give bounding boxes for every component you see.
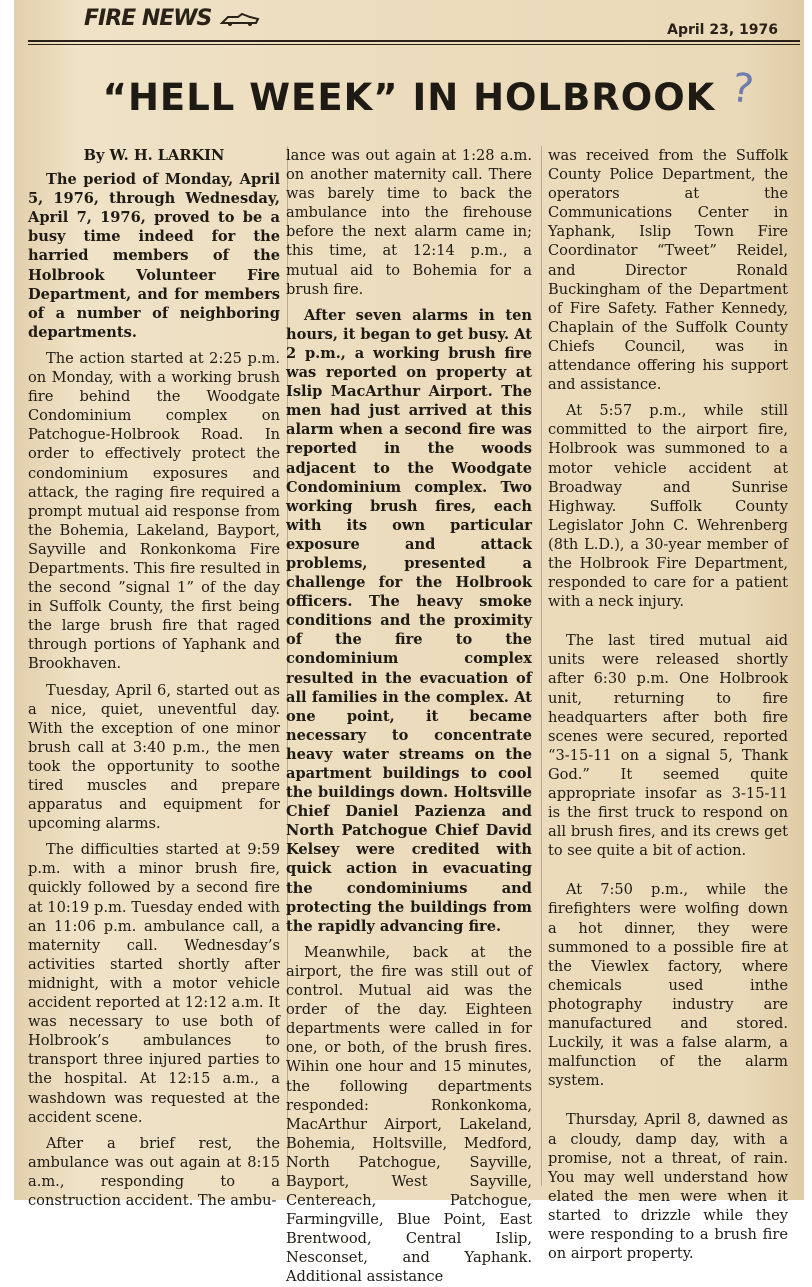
article-paragraph: The last tired mutual aid units were released shortly after 6:30 p.m. One Holbrook unit, returning to fire headquarters after both fire scenes were secured, reported “3-15-11 on a signal 5, Thank God.” It seemed quite appropriate insofar as 3-15-11 is the first truck to respond on all brush fires, and its crews get to see quite a bit of action.	[548, 632, 788, 860]
article-paragraph: Thursday, April 8, dawned as a cloudy, damp day, with a promise, not a threat, of rain. You may well understand how elated the men were when it started to drizzle while they were responding to a brush fire on airport property.	[548, 1111, 788, 1263]
headline: “HELL WEEK” IN HOLBROOK	[102, 76, 716, 119]
byline: By W. H. LARKIN	[83, 147, 225, 164]
top-rule-thin	[28, 44, 800, 45]
article-paragraph: The period of Monday, April 5, 1976, through Wednesday, April 7, 1976, proved to be a busy time indeed for the harried members of the Holbrook Volunteer Fire Department, and for members of a number of neighboring departments.	[28, 171, 280, 341]
article-paragraph: The difficulties started at 9:59 p.m. with a minor brush fire, quickly followed by a second fire at 10:19 p.m. Tuesday ended with an 11:06 p.m. ambulance call, a maternity call. Wednesday’s activities started shortly after midnight, with a motor vehicle accident reported at 12:12 a.m. It was necessary to use both of Holbrook’s ambulances to transport three injured parties to the hospital. At 12:15 a.m., a washdown was requested at the accident scene.	[28, 841, 280, 1126]
column-divider	[541, 146, 542, 1186]
article-paragraph: At 7:50 p.m., while the firefighters were wolfing down a hot dinner, they were summoned to a possible fire at the Viewlex factory, where chemicals used inthe photography industry are manufactured and stored. Luckily, it was a false alarm, a malfunction of the alarm system.	[548, 881, 788, 1090]
article-paragraph: lance was out again at 1:28 a.m. on another maternity call. There was barely time to back the ambulance into the firehouse before the next alarm came in; this time, at 12:14 p.m., a mutual aid to Bohemia for a brush fire.	[286, 147, 532, 298]
article-paragraph: Tuesday, April 6, started out as a nice, quiet, uneventful day. With the exception of one minor brush call at 3:40 p.m., the men took the opportunity to soothe tired muscles and prepare apparatus and equipment for upcoming alarms.	[28, 681, 280, 833]
article-paragraph: After seven alarms in ten hours, it began to get busy. At 2 p.m., a working brush fire was reported on property at Islip MacArthur Airport. The men had just arrived at this alarm when a second fire was reported in the woods adjacent to the Woodgate Condominium complex. Two working brush fires, each with its own particular exposure and attack problems, presented a challenge for the Holbrook officers. The heavy smoke conditions and the proximity of the fire to the condominium complex resulted in the evacuation of all families in the complex. At one point, it became necessary to concentrate heavy water streams on the apartment buildings to cool the buildings down. Holtsville Chief Daniel Pazienza and North Patchogue Chief David Kelsey were credited with quick action in evacuating the condominiums and protecting the buildings from the rapidly advancing fire.	[286, 306, 532, 935]
fire-truck-logo-icon	[220, 11, 260, 27]
article-paragraph: Meanwhile, back at the airport, the fire was still out of control. Mutual aid was the order of the day. Eighteen departments were called in for one, or both, of the brush fires. Wihin one hour and 15 minutes, the following departments responded: Ronkonkoma, MacArthur Airport, Lakeland, Bohemia, Holtsville, Medford, North Patchogue, Sayville, Bayport, West Sayville, Centereach, Patchogue, Farmingville, Blue Point, East Brentwood, Central Islip, Nesconset, and Yaphank. Additional assistance	[286, 943, 532, 1286]
masthead-title: FIRE NEWS	[84, 6, 212, 31]
handwritten-question-mark: ?	[728, 64, 757, 114]
top-rule	[28, 40, 800, 42]
article-paragraph: After a brief rest, the ambulance was out again at 8:15 a.m., responding to a construction accident. The ambu-	[28, 1134, 280, 1209]
article-paragraph: The action started at 2:25 p.m. on Monday, with a working brush fire behind the Woodgate Condominium complex on Patchogue-Holbrook Road. In order to effectively protect the condominium exposures and attack, the raging fire required a prompt mutual aid response from the Bohemia, Lakeland, Bayport, Sayville and Ronkonkoma Fire Departments. This fire resulted in the second ”signal 1” of the day in Suffolk County, the first being the large brush fire that raged through portions of Yaphank and Brookhaven.	[28, 349, 280, 673]
newspaper-clipping	[14, 0, 804, 1286]
column-3	[548, 146, 788, 1263]
article-paragraph: At 5:57 p.m., while still committed to the airport fire, Holbrook was summoned to a motor vehicle accident at Broadway and Sunrise Highway. Suffolk County Legislator John C. Wehrenberg (8th L.D.), a 30-year member of the Holbrook Fire Department, responded to care for a patient with a neck injury.	[548, 402, 788, 611]
column-1	[28, 146, 280, 1209]
issue-date: April 23, 1976	[667, 22, 778, 38]
article-paragraph: was received from the Suffolk County Police Department, the operators at the Communications Center in Yaphank, Islip Town Fire Coordinator “Tweet” Reidel, and Director Ronald Buckingham of the Department of Fire Safety. Father Kennedy, Chaplain of the Suffolk County Chiefs Council, was in attendance offering his support and assistance.	[548, 147, 788, 394]
masthead	[84, 6, 260, 31]
column-2	[286, 146, 532, 1286]
